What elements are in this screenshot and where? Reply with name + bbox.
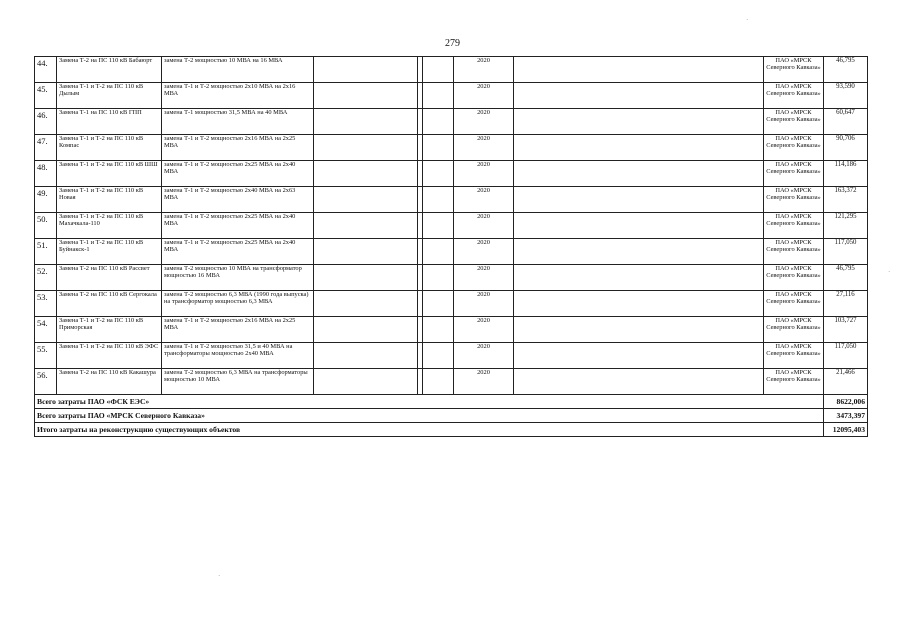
organization-cell: ПАО «МРСК Северного Кавказа» — [764, 109, 824, 135]
empty-cell — [514, 109, 764, 135]
empty-cell — [514, 369, 764, 395]
scan-speck: · — [888, 268, 891, 276]
table-row — [35, 343, 868, 369]
organization-cell: ПАО «МРСК Северного Кавказа» — [764, 213, 824, 239]
total-label: Всего затраты ПАО «МРСК Северного Кавказа» — [35, 409, 824, 423]
table-row — [35, 187, 868, 213]
empty-cell — [314, 135, 418, 161]
object-name: Замена Т-2 на ПС 110 кВ Какашура — [57, 369, 162, 395]
table-row — [35, 161, 868, 187]
empty-cell — [423, 57, 454, 83]
empty-cell — [423, 291, 454, 317]
empty-cell — [314, 187, 418, 213]
year-cell: 2020 — [454, 291, 514, 317]
empty-cell — [314, 57, 418, 83]
year-cell: 2020 — [454, 265, 514, 291]
empty-cell — [314, 291, 418, 317]
table-row — [35, 109, 868, 135]
year-cell: 2020 — [454, 187, 514, 213]
cost-cell: 117,050 — [824, 343, 868, 369]
row-number: 44. — [35, 57, 57, 83]
cost-cell: 27,116 — [824, 291, 868, 317]
cost-cell: 163,372 — [824, 187, 868, 213]
table-row — [35, 265, 868, 291]
scan-speck: · — [746, 16, 749, 24]
object-name: Замена Т-1 и Т-2 на ПС 110 кВ Новая — [57, 187, 162, 213]
empty-cell — [423, 161, 454, 187]
object-name: Замена Т-1 и Т-2 на ПС 110 кВ Буйнакск-1 — [57, 239, 162, 265]
table-row — [35, 239, 868, 265]
table-row — [35, 57, 868, 83]
work-description: замена Т-1 и Т-2 мощностью 2х25 МВА на 2х40 МВА — [162, 213, 314, 239]
total-row — [35, 395, 868, 409]
year-cell: 2020 — [454, 317, 514, 343]
work-description: замена Т-1 и Т-2 мощностью 2х16 МВА на 2х25 МВА — [162, 135, 314, 161]
table-row — [35, 317, 868, 343]
organization-cell: ПАО «МРСК Северного Кавказа» — [764, 83, 824, 109]
empty-cell — [314, 83, 418, 109]
row-number: 52. — [35, 265, 57, 291]
totals-body — [35, 395, 868, 437]
row-number: 46. — [35, 109, 57, 135]
empty-cell — [514, 343, 764, 369]
empty-cell — [514, 83, 764, 109]
year-cell: 2020 — [454, 57, 514, 83]
empty-cell — [423, 109, 454, 135]
cost-cell: 93,590 — [824, 83, 868, 109]
organization-cell: ПАО «МРСК Северного Кавказа» — [764, 187, 824, 213]
empty-cell — [514, 317, 764, 343]
table-row — [35, 369, 868, 395]
cost-cell: 21,466 — [824, 369, 868, 395]
row-number: 56. — [35, 369, 57, 395]
row-number: 54. — [35, 317, 57, 343]
work-description: замена Т-1 и Т-2 мощностью 2х25 МВА на 2х40 МВА — [162, 161, 314, 187]
work-description: замена Т-2 мощностью 6,3 МВА на трансформаторы мощностью 10 МВА — [162, 369, 314, 395]
row-number: 47. — [35, 135, 57, 161]
empty-cell — [514, 135, 764, 161]
total-value: 12095,403 — [824, 423, 868, 437]
empty-cell — [423, 317, 454, 343]
cost-cell: 90,706 — [824, 135, 868, 161]
investment-table — [34, 56, 868, 437]
row-number: 48. — [35, 161, 57, 187]
empty-cell — [314, 161, 418, 187]
empty-cell — [423, 135, 454, 161]
total-row — [35, 409, 868, 423]
object-name: Замена Т-1 и Т-2 на ПС 110 кВ ШШ — [57, 161, 162, 187]
total-row — [35, 423, 868, 437]
object-name: Замена Т-2 на ПС 110 кВ Бабаюрт — [57, 57, 162, 83]
work-description: замена Т-1 и Т-2 мощностью 2х16 МВА на 2х25 МВА — [162, 317, 314, 343]
year-cell: 2020 — [454, 239, 514, 265]
empty-cell — [423, 343, 454, 369]
organization-cell: ПАО «МРСК Северного Кавказа» — [764, 343, 824, 369]
object-name: Замена Т-2 на ПС 110 кВ Сергокала — [57, 291, 162, 317]
empty-cell — [314, 343, 418, 369]
empty-cell — [423, 239, 454, 265]
work-description: замена Т-1 и Т-2 мощностью 2х40 МВА на 2х63 МВА — [162, 187, 314, 213]
work-description: замена Т-2 мощностью 10 МВА на 16 МВА — [162, 57, 314, 83]
object-name: Замена Т-1 и Т-2 на ПС 110 кВ Компас — [57, 135, 162, 161]
row-number: 45. — [35, 83, 57, 109]
year-cell: 2020 — [454, 161, 514, 187]
row-number: 51. — [35, 239, 57, 265]
empty-cell — [514, 187, 764, 213]
empty-cell — [314, 265, 418, 291]
organization-cell: ПАО «МРСК Северного Кавказа» — [764, 161, 824, 187]
total-label: Итого затраты на реконструкцию существующих объектов — [35, 423, 824, 437]
cost-cell: 46,795 — [824, 265, 868, 291]
empty-cell — [514, 161, 764, 187]
empty-cell — [514, 57, 764, 83]
empty-cell — [423, 187, 454, 213]
year-cell: 2020 — [454, 135, 514, 161]
year-cell: 2020 — [454, 83, 514, 109]
organization-cell: ПАО «МРСК Северного Кавказа» — [764, 239, 824, 265]
scan-speck: · — [218, 572, 221, 580]
work-description: замена Т-1 и Т-2 мощностью 2х25 МВА на 2х40 МВА — [162, 239, 314, 265]
table-row — [35, 135, 868, 161]
organization-cell: ПАО «МРСК Северного Кавказа» — [764, 57, 824, 83]
cost-cell: 121,295 — [824, 213, 868, 239]
cost-cell: 60,647 — [824, 109, 868, 135]
object-name: Замена Т-2 на ПС 110 кВ Рассвет — [57, 265, 162, 291]
organization-cell: ПАО «МРСК Северного Кавказа» — [764, 135, 824, 161]
year-cell: 2020 — [454, 109, 514, 135]
empty-cell — [314, 369, 418, 395]
work-description: замена Т-2 мощностью 10 МВА на трансформатор мощностью 16 МВА — [162, 265, 314, 291]
empty-cell — [423, 213, 454, 239]
table-row — [35, 83, 868, 109]
empty-cell — [314, 239, 418, 265]
empty-cell — [514, 265, 764, 291]
object-name: Замена Т-1 и Т-2 на ПС 110 кВ ЭФС — [57, 343, 162, 369]
empty-cell — [423, 265, 454, 291]
table-body — [35, 57, 868, 395]
work-description: замена Т-2 мощностью 6,3 МВА (1990 года выпуска) на трансформатор мощностью 6,3 МВА — [162, 291, 314, 317]
row-number: 55. — [35, 343, 57, 369]
total-value: 8622,006 — [824, 395, 868, 409]
table-row — [35, 213, 868, 239]
organization-cell: ПАО «МРСК Северного Кавказа» — [764, 265, 824, 291]
object-name: Замена Т-1 и Т-2 на ПС 110 кВ Приморская — [57, 317, 162, 343]
year-cell: 2020 — [454, 213, 514, 239]
page-number: 279 — [445, 38, 460, 49]
empty-cell — [314, 213, 418, 239]
organization-cell: ПАО «МРСК Северного Кавказа» — [764, 369, 824, 395]
object-name: Замена Т-1 и Т-2 на ПС 110 кВ Махачкала-110 — [57, 213, 162, 239]
year-cell: 2020 — [454, 343, 514, 369]
empty-cell — [514, 239, 764, 265]
organization-cell: ПАО «МРСК Северного Кавказа» — [764, 291, 824, 317]
cost-cell: 117,050 — [824, 239, 868, 265]
object-name: Замена Т-1 на ПС 110 кВ ГПП — [57, 109, 162, 135]
empty-cell — [514, 213, 764, 239]
cost-cell: 46,795 — [824, 57, 868, 83]
row-number: 50. — [35, 213, 57, 239]
empty-cell — [314, 109, 418, 135]
organization-cell: ПАО «МРСК Северного Кавказа» — [764, 317, 824, 343]
work-description: замена Т-1 и Т-2 мощностью 2х10 МВА на 2х16 МВА — [162, 83, 314, 109]
total-value: 3473,397 — [824, 409, 868, 423]
table-row — [35, 291, 868, 317]
work-description: замена Т-1 и Т-2 мощностью 31,5 и 40 МВА на трансформаторы мощностью 2х40 МВА — [162, 343, 314, 369]
empty-cell — [314, 317, 418, 343]
row-number: 53. — [35, 291, 57, 317]
cost-cell: 114,186 — [824, 161, 868, 187]
total-label: Всего затраты ПАО «ФСК ЕЭС» — [35, 395, 824, 409]
object-name: Замена Т-1 и Т-2 на ПС 110 кВ Дылым — [57, 83, 162, 109]
empty-cell — [514, 291, 764, 317]
year-cell: 2020 — [454, 369, 514, 395]
row-number: 49. — [35, 187, 57, 213]
work-description: замена Т-1 мощностью 31,5 МВА на 40 МВА — [162, 109, 314, 135]
empty-cell — [423, 83, 454, 109]
cost-cell: 103,727 — [824, 317, 868, 343]
empty-cell — [423, 369, 454, 395]
